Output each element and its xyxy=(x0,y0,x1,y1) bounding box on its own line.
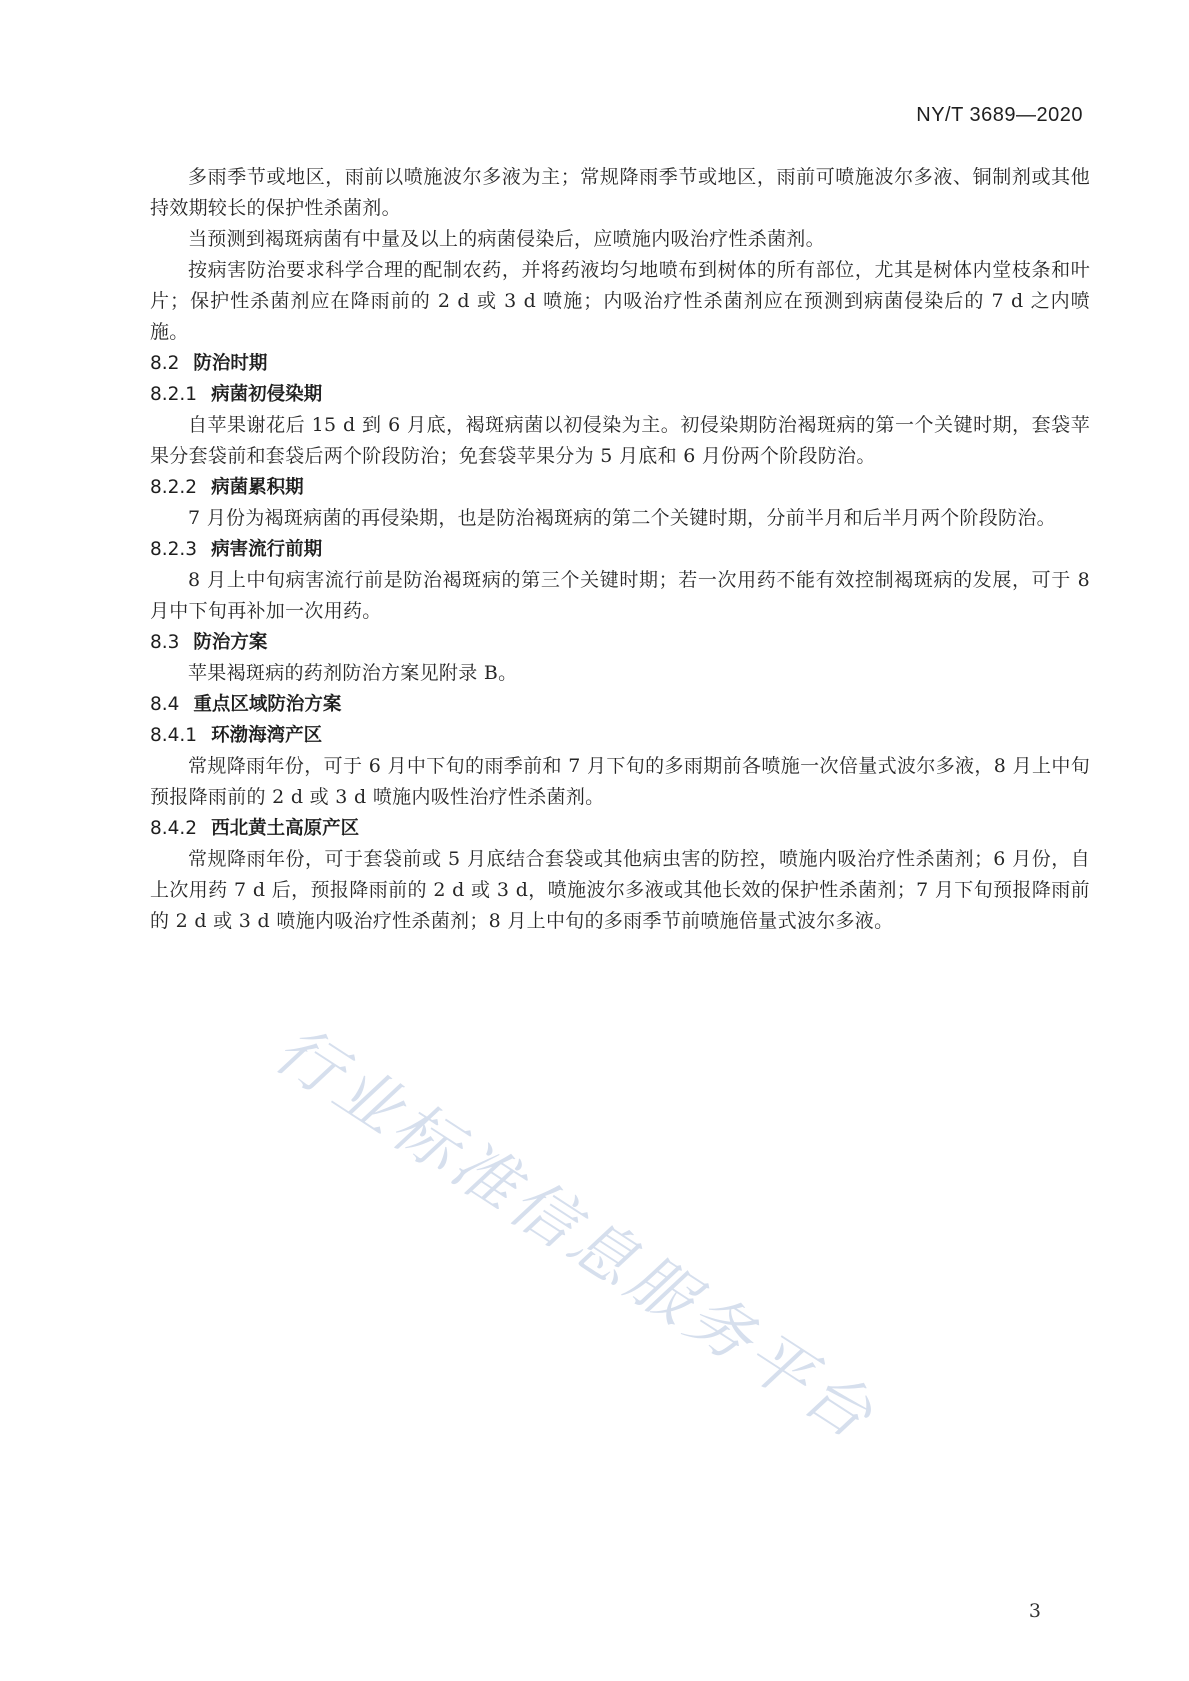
section-title: 防治时期 xyxy=(193,353,268,374)
section-number: 8.2.2 xyxy=(150,477,198,498)
paragraph: 常规降雨年份，可于 6 月中下旬的雨季前和 7 月下旬的多雨期前各喷施一次倍量式波尔多液，8 月上中旬预报降雨前的 2 d 或 3 d 喷施内吸性治疗性杀菌剂。 xyxy=(150,755,1090,808)
document-body xyxy=(150,162,1090,937)
section-heading-8-4-2 xyxy=(150,813,1090,844)
section-heading-8-3 xyxy=(150,627,1090,658)
paragraph: 当预测到褐斑病菌有中量及以上的病菌侵染后，应喷施内吸治疗性杀菌剂。 xyxy=(188,228,825,250)
paragraph: 多雨季节或地区，雨前以喷施波尔多液为主；常规降雨季节或地区，雨前可喷施波尔多液、铜制剂或其他持效期较长的保护性杀菌剂。 xyxy=(150,166,1090,219)
section-number: 8.4 xyxy=(150,694,180,715)
paragraph: 常规降雨年份，可于套袋前或 5 月底结合套袋或其他病虫害的防控，喷施内吸治疗性杀菌剂；6 月份，自上次用药 7 d 后，预报降雨前的 2 d 或 3 d，喷施波尔多液或其他长效的保护性杀菌剂；7 月下旬预报降雨前的 2 d 或 3 d 喷施内吸治疗性杀菌剂；8 月上中旬的多雨季节前喷施倍量式波尔多液。 xyxy=(150,848,1090,932)
section-heading-8-2-3 xyxy=(150,534,1090,565)
section-heading-8-4 xyxy=(150,689,1090,720)
section-number: 8.4.1 xyxy=(150,725,198,746)
page-number: 3 xyxy=(1028,1600,1041,1622)
paragraph: 7 月份为褐斑病菌的再侵染期，也是防治褐斑病的第二个关键时期，分前半月和后半月两个阶段防治。 xyxy=(188,507,1056,529)
section-heading-8-2-2 xyxy=(150,472,1090,503)
paragraph: 苹果褐斑病的药剂防治方案见附录 B。 xyxy=(188,662,518,684)
section-number: 8.3 xyxy=(150,632,180,653)
section-title: 病菌初侵染期 xyxy=(211,384,323,405)
section-heading-8-4-1 xyxy=(150,720,1090,751)
standard-code: NY/T 3689—2020 xyxy=(916,104,1083,126)
watermark-text: 行业标准信息服务平台 xyxy=(261,1012,889,1456)
section-number: 8.2.3 xyxy=(150,539,198,560)
paragraph: 8 月上中旬病害流行前是防治褐斑病的第三个关键时期；若一次用药不能有效控制褐斑病的发展，可于 8 月中下旬再补加一次用药。 xyxy=(150,569,1090,622)
paragraph: 按病害防治要求科学合理的配制农药，并将药液均匀地喷布到树体的所有部位，尤其是树体内堂枝条和叶片；保护性杀菌剂应在降雨前的 2 d 或 3 d 喷施；内吸治疗性杀菌剂应在预测到病菌侵染后的 7 d 之内喷施。 xyxy=(150,259,1090,343)
section-title: 环渤海湾产区 xyxy=(211,725,323,746)
section-title: 重点区域防治方案 xyxy=(193,694,342,715)
section-number: 8.2.1 xyxy=(150,384,198,405)
section-title: 病害流行前期 xyxy=(211,539,323,560)
section-title: 防治方案 xyxy=(193,632,268,653)
section-heading-8-2 xyxy=(150,348,1090,379)
paragraph: 自苹果谢花后 15 d 到 6 月底，褐斑病菌以初侵染为主。初侵染期防治褐斑病的第一个关键时期，套袋苹果分套袋前和套袋后两个阶段防治；免套袋苹果分为 5 月底和 6 月份两个阶段防治。 xyxy=(150,414,1090,467)
section-number: 8.2 xyxy=(150,353,180,374)
section-number: 8.4.2 xyxy=(150,818,198,839)
section-title: 病菌累积期 xyxy=(211,477,304,498)
section-heading-8-2-1 xyxy=(150,379,1090,410)
section-title: 西北黄土高原产区 xyxy=(211,818,360,839)
